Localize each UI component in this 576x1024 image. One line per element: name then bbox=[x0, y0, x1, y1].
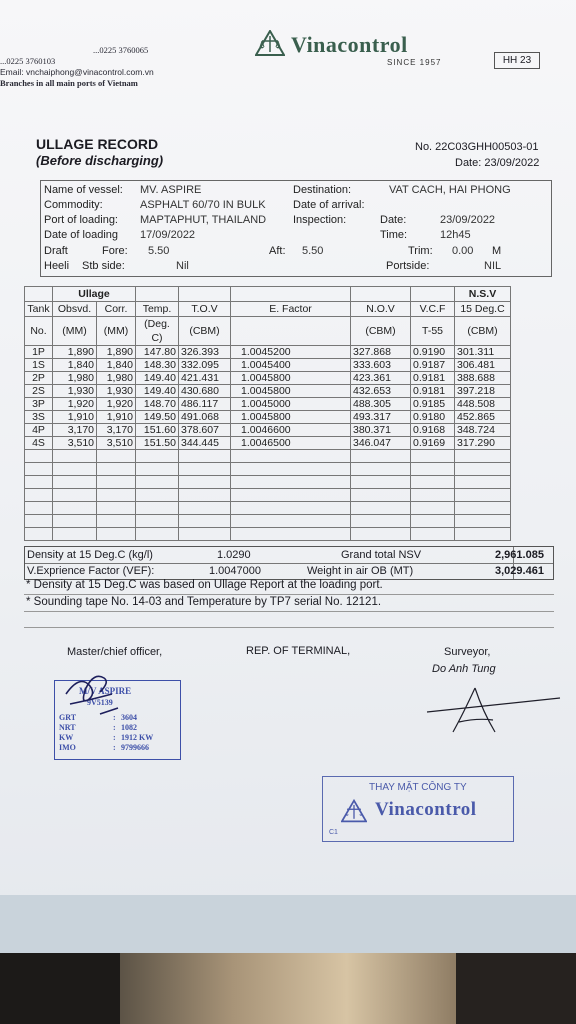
aft-value: 5.50 bbox=[302, 245, 324, 257]
vcf-cell: 0.9187 bbox=[411, 359, 455, 372]
portside-label: Portside: bbox=[386, 260, 430, 272]
nov-cell: 333.603 bbox=[351, 359, 411, 372]
insp-date-label: Date: bbox=[380, 214, 407, 226]
master-signature bbox=[60, 664, 130, 724]
corr-cell: 1,920 bbox=[97, 398, 136, 411]
ullage-table bbox=[24, 286, 511, 541]
stamp-grt-label: GRT bbox=[59, 713, 77, 722]
trim-value: 0.00 bbox=[452, 245, 474, 257]
corr-cell: 3,170 bbox=[97, 424, 136, 437]
nov-col-header: N.O.V bbox=[351, 302, 411, 317]
vcf-unit-header: T-55 bbox=[411, 317, 455, 346]
table-row bbox=[25, 437, 511, 450]
loading-date-value: 17/09/2022 bbox=[140, 229, 196, 241]
stamp-grt-value: 3604 bbox=[121, 713, 137, 722]
vef-label: V.Exprience Factor (VEF): bbox=[27, 565, 155, 577]
nov-cell: 346.047 bbox=[351, 437, 411, 450]
ef-cell: 1.0046500 bbox=[231, 437, 351, 450]
stb-value: Nil bbox=[176, 260, 189, 272]
table-row bbox=[25, 411, 511, 424]
empty-row bbox=[25, 528, 511, 541]
tov-cell: 344.445 bbox=[179, 437, 231, 450]
terminal-label: REP. OF TERMINAL, bbox=[246, 645, 351, 657]
nsv-cell: 397.218 bbox=[455, 385, 511, 398]
temp-cell: 149.40 bbox=[136, 385, 179, 398]
stamp-kw-label: KW bbox=[59, 733, 74, 742]
summary-box bbox=[24, 546, 554, 580]
tank-cell: 1P bbox=[25, 346, 53, 359]
tov-cell: 491.068 bbox=[179, 411, 231, 424]
stamp-imo-label: IMO bbox=[59, 743, 76, 752]
tov-col-header: T.O.V bbox=[179, 302, 231, 317]
tank-cell: 3P bbox=[25, 398, 53, 411]
time-value: 12h45 bbox=[440, 229, 471, 241]
nov-cell: 380.371 bbox=[351, 424, 411, 437]
obsvd-cell: 3,510 bbox=[53, 437, 97, 450]
brand-name: Vinacontrol bbox=[291, 32, 408, 57]
vef-value: 1.0047000 bbox=[209, 565, 261, 577]
inspection-label: Inspection: bbox=[293, 214, 347, 226]
nsv-unit-header: (CBM) bbox=[455, 317, 511, 346]
grand-total-value: 2,961.085 bbox=[495, 549, 544, 561]
company-stamp bbox=[322, 776, 514, 842]
density-value: 1.0290 bbox=[217, 549, 251, 561]
efactor-col-header: E. Factor bbox=[231, 302, 351, 317]
table-row bbox=[25, 359, 511, 372]
stamp-nrt-value: 1082 bbox=[121, 723, 137, 732]
obsvd-cell: 1,930 bbox=[53, 385, 97, 398]
empty-row bbox=[25, 463, 511, 476]
stamp-nrt-label: NRT bbox=[59, 723, 76, 732]
corr-cell: 1,890 bbox=[97, 346, 136, 359]
tov-cell: 378.607 bbox=[179, 424, 231, 437]
stamp-ship-name: M/V ASPIRE bbox=[79, 686, 132, 696]
tank-cell: 2S bbox=[25, 385, 53, 398]
empty-row bbox=[25, 515, 511, 528]
corr-cell: 1,980 bbox=[97, 372, 136, 385]
empty-row bbox=[25, 502, 511, 515]
scales-logo-icon bbox=[255, 30, 285, 56]
ef-cell: 1.0045800 bbox=[231, 385, 351, 398]
trim-unit: M bbox=[492, 245, 502, 257]
ef-cell: 1.0045000 bbox=[231, 398, 351, 411]
fax-line: ...0225 3760103 bbox=[0, 56, 56, 66]
tov-cell: 430.680 bbox=[179, 385, 231, 398]
ullage-header: Ullage bbox=[53, 287, 136, 302]
temp-cell: 148.70 bbox=[136, 398, 179, 411]
empty-row bbox=[25, 450, 511, 463]
obsvd-cell: 1,890 bbox=[53, 346, 97, 359]
destination-label: Destination: bbox=[293, 184, 352, 196]
empty-row bbox=[25, 476, 511, 489]
tank-cell: 1S bbox=[25, 359, 53, 372]
temp-unit-header: (Deg. C) bbox=[136, 317, 179, 346]
note-density: * Density at 15 Deg.C was based on Ullage Report at the loading port. bbox=[26, 579, 383, 591]
brand-since: SINCE 1957 bbox=[387, 58, 442, 67]
corr-cell: 1,910 bbox=[97, 411, 136, 424]
vcf-cell: 0.9168 bbox=[411, 424, 455, 437]
nov-cell: 488.305 bbox=[351, 398, 411, 411]
corr-unit-header: (MM) bbox=[97, 317, 136, 346]
table-row bbox=[25, 372, 511, 385]
nov-cell: 423.361 bbox=[351, 372, 411, 385]
temp-cell: 148.30 bbox=[136, 359, 179, 372]
table-row bbox=[25, 424, 511, 437]
tov-cell: 326.393 bbox=[179, 346, 231, 359]
port-value: MAPTAPHUT, THAILAND bbox=[140, 214, 267, 226]
branches-line: Branches in all main ports of Vietnam bbox=[0, 78, 138, 88]
nov-cell: 432.653 bbox=[351, 385, 411, 398]
temp-cell: 149.40 bbox=[136, 372, 179, 385]
portside-value: NIL bbox=[484, 260, 502, 272]
vcf-cell: 0.9181 bbox=[411, 385, 455, 398]
vcf-cell: 0.9190 bbox=[411, 346, 455, 359]
vcf-col-header: V.C.F bbox=[411, 302, 455, 317]
vcf-cell: 0.9180 bbox=[411, 411, 455, 424]
insp-date-value: 23/09/2022 bbox=[440, 214, 496, 226]
nsv-cell: 388.688 bbox=[455, 372, 511, 385]
ef-cell: 1.0045800 bbox=[231, 372, 351, 385]
draft-label: Draft bbox=[44, 245, 68, 257]
density-row bbox=[25, 547, 553, 564]
heel-label: Heeli bbox=[44, 260, 70, 272]
stamp-kw-value: 1912 KW bbox=[121, 733, 154, 742]
destination-value: VAT CACH, HAI PHONG bbox=[389, 184, 511, 196]
ef-cell: 1.0045400 bbox=[231, 359, 351, 372]
table-row bbox=[25, 346, 511, 359]
obsvd-cell: 1,910 bbox=[53, 411, 97, 424]
phone-line: ...0225 3760065 bbox=[93, 45, 149, 55]
commodity-label: Commodity: bbox=[44, 199, 103, 211]
vef-row bbox=[25, 563, 553, 579]
nov-cell: 493.317 bbox=[351, 411, 411, 424]
aft-label: Aft: bbox=[269, 245, 286, 257]
ship-stamp: M/V ASPIRE 9V5139 GRT : 3604 NRT : 1082 KW : 1912 KW IMO : 9799666 bbox=[54, 680, 181, 760]
page-subtitle: (Before discharging) bbox=[36, 153, 164, 168]
page-title: ULLAGE RECORD bbox=[36, 136, 159, 152]
nov-cell: 327.868 bbox=[351, 346, 411, 359]
obsvd-cell: 1,840 bbox=[53, 359, 97, 372]
tank-cell: 4P bbox=[25, 424, 53, 437]
corr-cell: 1,930 bbox=[97, 385, 136, 398]
commodity-value: ASPHALT 60/70 IN BULK bbox=[140, 199, 266, 211]
fore-label: Fore: bbox=[102, 245, 128, 257]
nsv-cell: 452.865 bbox=[455, 411, 511, 424]
ef-cell: 1.0045200 bbox=[231, 346, 351, 359]
ef-cell: 1.0046600 bbox=[231, 424, 351, 437]
density-label: Density at 15 Deg.C (kg/l) bbox=[27, 549, 153, 561]
tank-header bbox=[25, 287, 53, 302]
note-sounding-tape: * Sounding tape No. 14-03 and Temperature by TP7 serial No. 12121. bbox=[26, 596, 382, 608]
fore-value: 5.50 bbox=[148, 245, 170, 257]
company-stamp-line: THAY MẶT CÔNG TY bbox=[369, 782, 467, 793]
corr-cell: 1,840 bbox=[97, 359, 136, 372]
surveyor-name: Do Anh Tung bbox=[432, 663, 496, 675]
obsvd-col-header: Obsvd. bbox=[53, 302, 97, 317]
stb-label: Stb side: bbox=[82, 260, 125, 272]
time-label: Time: bbox=[380, 229, 408, 241]
tank-cell: 2P bbox=[25, 372, 53, 385]
nov-unit-header: (CBM) bbox=[351, 317, 411, 346]
tank-no-header: No. bbox=[25, 317, 53, 346]
table-row bbox=[25, 398, 511, 411]
obsvd-cell: 1,920 bbox=[53, 398, 97, 411]
empty-row bbox=[25, 489, 511, 502]
tov-cell: 332.095 bbox=[179, 359, 231, 372]
grand-total-label: Grand total NSV bbox=[341, 549, 422, 561]
tank-col-header: Tank bbox=[25, 302, 53, 317]
arrival-label: Date of arrival: bbox=[293, 199, 365, 211]
nsv-cell: 306.481 bbox=[455, 359, 511, 372]
nsv-header: N.S.V bbox=[455, 287, 511, 302]
vcf-cell: 0.9185 bbox=[411, 398, 455, 411]
nsv-cell: 301.311 bbox=[455, 346, 511, 359]
stamp-scales-icon bbox=[341, 799, 367, 823]
surveyor-signature bbox=[425, 684, 565, 744]
temp-cell: 151.60 bbox=[136, 424, 179, 437]
vessel-label: Name of vessel: bbox=[44, 184, 123, 196]
obsvd-unit-header: (MM) bbox=[53, 317, 97, 346]
vcf-cell: 0.9181 bbox=[411, 372, 455, 385]
obsvd-cell: 3,170 bbox=[53, 424, 97, 437]
surveyor-label: Surveyor, bbox=[444, 646, 491, 658]
company-stamp-small: C1 bbox=[329, 829, 338, 836]
master-label: Master/chief officer, bbox=[67, 646, 163, 658]
ef-cell: 1.0045800 bbox=[231, 411, 351, 424]
obsvd-cell: 1,980 bbox=[53, 372, 97, 385]
document-number: No. 22C03GHH00503-01 bbox=[415, 141, 539, 153]
table-row bbox=[25, 385, 511, 398]
temp-cell: 151.50 bbox=[136, 437, 179, 450]
email-line: Email: vnchaiphong@vinacontrol.com.vn bbox=[0, 67, 154, 77]
tank-cell: 4S bbox=[25, 437, 53, 450]
temp-col-header: Temp. bbox=[136, 302, 179, 317]
company-stamp-brand: Vinacontrol bbox=[375, 799, 477, 820]
temp-cell: 147.80 bbox=[136, 346, 179, 359]
nsv-cell: 317.290 bbox=[455, 437, 511, 450]
stamp-ship-vs: 9V5139 bbox=[87, 698, 113, 707]
tov-cell: 421.431 bbox=[179, 372, 231, 385]
corr-col-header: Corr. bbox=[97, 302, 136, 317]
tov-unit-header: (CBM) bbox=[179, 317, 231, 346]
vessel-value: MV. ASPIRE bbox=[140, 184, 202, 196]
weight-value: 3,029.461 bbox=[495, 565, 544, 577]
form-code: HH 23 bbox=[494, 52, 540, 69]
port-label: Port of loading: bbox=[44, 214, 118, 226]
document-date: Date: 23/09/2022 bbox=[455, 157, 540, 169]
tank-cell: 3S bbox=[25, 411, 53, 424]
nsv-cell: 448.508 bbox=[455, 398, 511, 411]
trim-label: Trim: bbox=[408, 245, 433, 257]
loading-date-label: Date of loading bbox=[44, 229, 118, 241]
temp-cell: 149.50 bbox=[136, 411, 179, 424]
nsv-sub-header: 15 Deg.C bbox=[455, 302, 511, 317]
stamp-imo-value: 9799666 bbox=[121, 743, 149, 752]
nsv-cell: 348.724 bbox=[455, 424, 511, 437]
vcf-cell: 0.9169 bbox=[411, 437, 455, 450]
weight-label: Weight in air OB (MT) bbox=[307, 565, 414, 577]
corr-cell: 3,510 bbox=[97, 437, 136, 450]
desk-background bbox=[0, 895, 576, 1024]
tov-cell: 486.117 bbox=[179, 398, 231, 411]
